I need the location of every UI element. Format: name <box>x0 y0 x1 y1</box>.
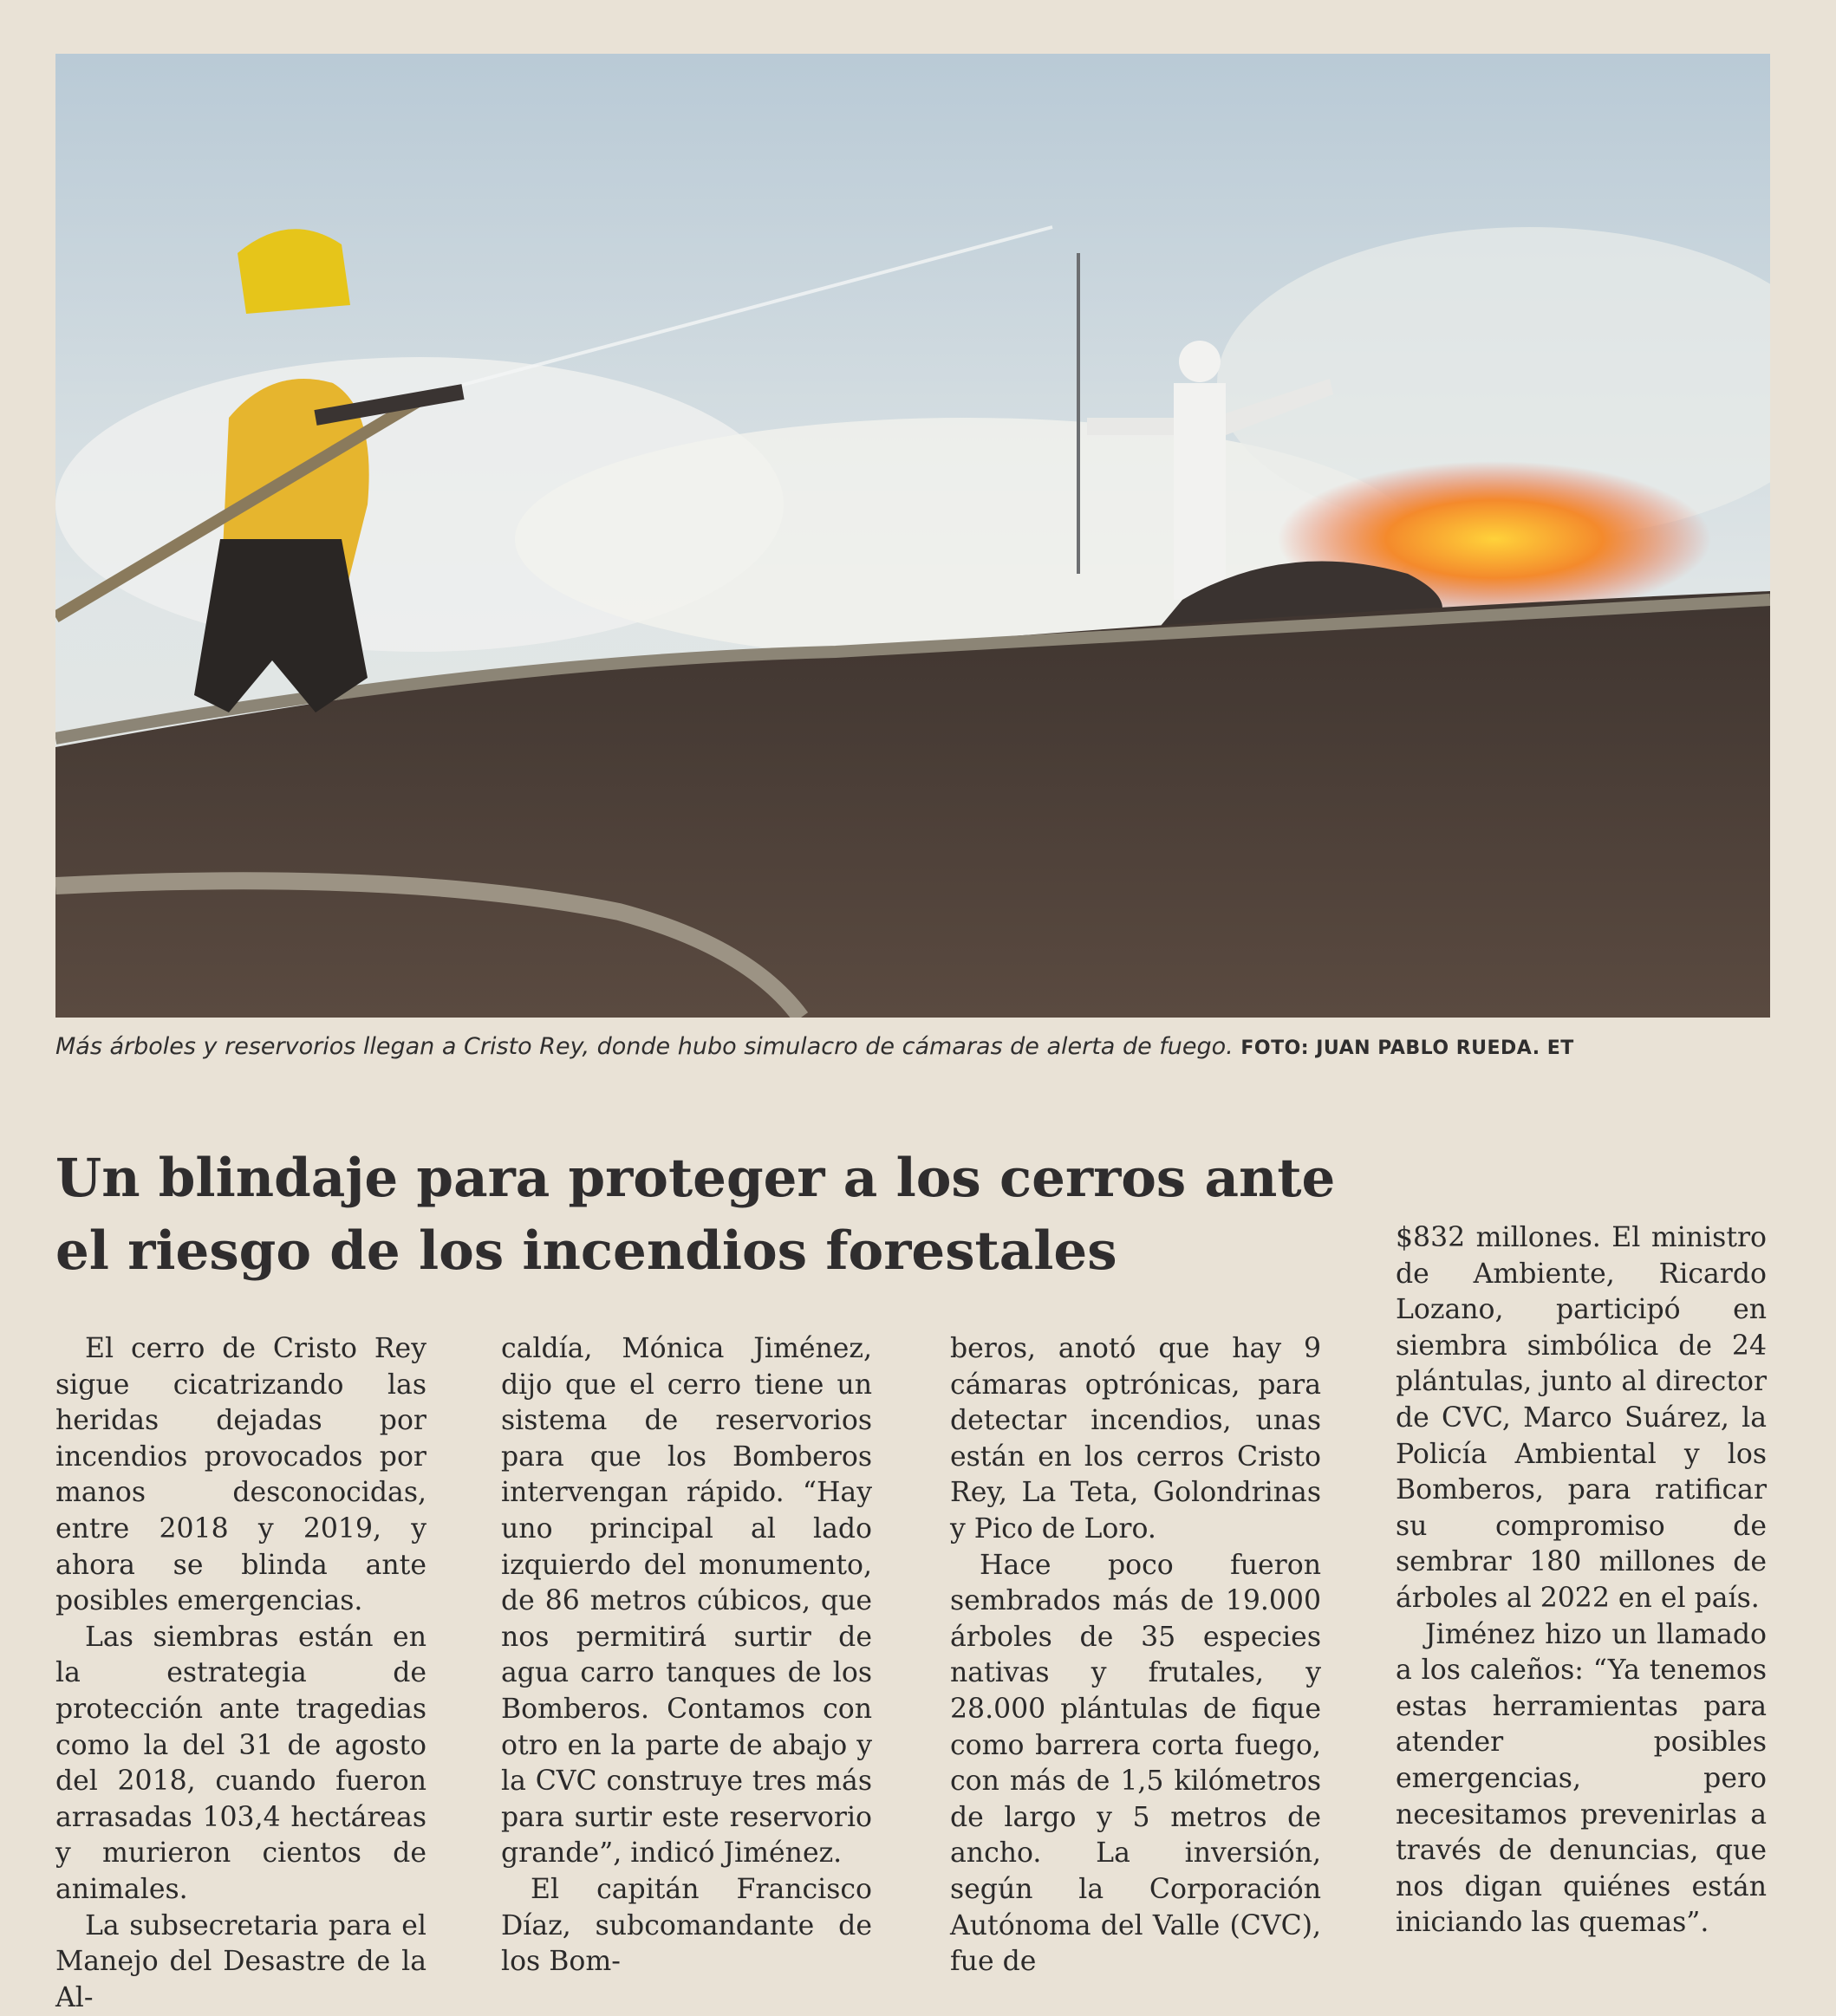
article-column-2 <box>501 1331 872 1980</box>
paragraph: caldía, Mónica Jiménez, dijo que el cerro tiene un sistema de reservorios para que los Bomberos intervengan rápido. “Hay uno principal al lado izquierdo del monumento, de 86 metros cúbicos, que nos permitirá surtir de agua carro tanques de los Bomberos. Contamos con otro en la parte de abajo y la CVC construye tres más para surtir este reservorio grande”, indicó Jiménez. <box>501 1331 872 1872</box>
paragraph: El capitán Francisco Díaz, subcomandante de los Bom- <box>501 1872 872 1980</box>
article-headline: Un blindaje para proteger a los cerros ante el riesgo de los incendios forestales <box>55 1142 1390 1288</box>
photo-credit: FOTO: JUAN PABLO RUEDA. ET <box>1240 1037 1573 1059</box>
paragraph: Jiménez hizo un llamado a los caleños: “Ya tenemos estas herramientas para atender posibles emergencias, pero necesitamos prevenirlas a través de denuncias, que nos digan quiénes están iniciando las quemas”. <box>1396 1617 1767 1941</box>
article-column-1 <box>55 1331 426 2016</box>
paragraph: Hace poco fueron sembrados más de 19.000 árboles de 35 especies nativas y frutales, y 28.000 plántulas de fique como barrera corta fuego, con más de 1,5 kilómetros de largo y 5 metros de ancho. La inversión, según la Corporación Autónoma del Valle (CVC), fue de <box>950 1548 1321 1980</box>
paragraph: La subsecretaria para el Manejo del Desastre de la Al- <box>55 1909 426 2016</box>
article-column-4 <box>1396 1220 1767 1941</box>
paragraph: beros, anotó que hay 9 cámaras optrónicas, para detectar incendios, unas están en los cerros Cristo Rey, La Teta, Golondrinas y Pico de Loro. <box>950 1331 1321 1548</box>
paragraph: Las siembras están en la estrategia de protección ante tragedias como la del 31 de agosto del 2018, cuando fueron arrasadas 103,4 hectáreas y murieron cientos de animales. <box>55 1620 426 1909</box>
photo-caption <box>55 1033 1781 1060</box>
article-column-3 <box>950 1331 1321 1980</box>
photo-illustration <box>55 54 1770 1018</box>
caption-text: Más árboles y reservorios llegan a Cristo Rey, donde hubo simulacro de cámaras de alerta de fuego. <box>55 1033 1234 1060</box>
news-photo <box>55 54 1770 1018</box>
paragraph: El cerro de Cristo Rey sigue cicatrizando las heridas dejadas por incendios provocados por manos desconocidas, entre 2018 y 2019, y ahora se blinda ante posibles emergencias. <box>55 1331 426 1620</box>
paragraph: $832 millones. El ministro de Ambiente, Ricardo Lozano, participó en siembra simbólica de 24 plántulas, junto al director de CVC, Marco Suárez, la Policía Ambiental y los Bomberos, para ratificar su compromiso de sembrar 180 millones de árboles al 2022 en el país. <box>1396 1220 1767 1617</box>
